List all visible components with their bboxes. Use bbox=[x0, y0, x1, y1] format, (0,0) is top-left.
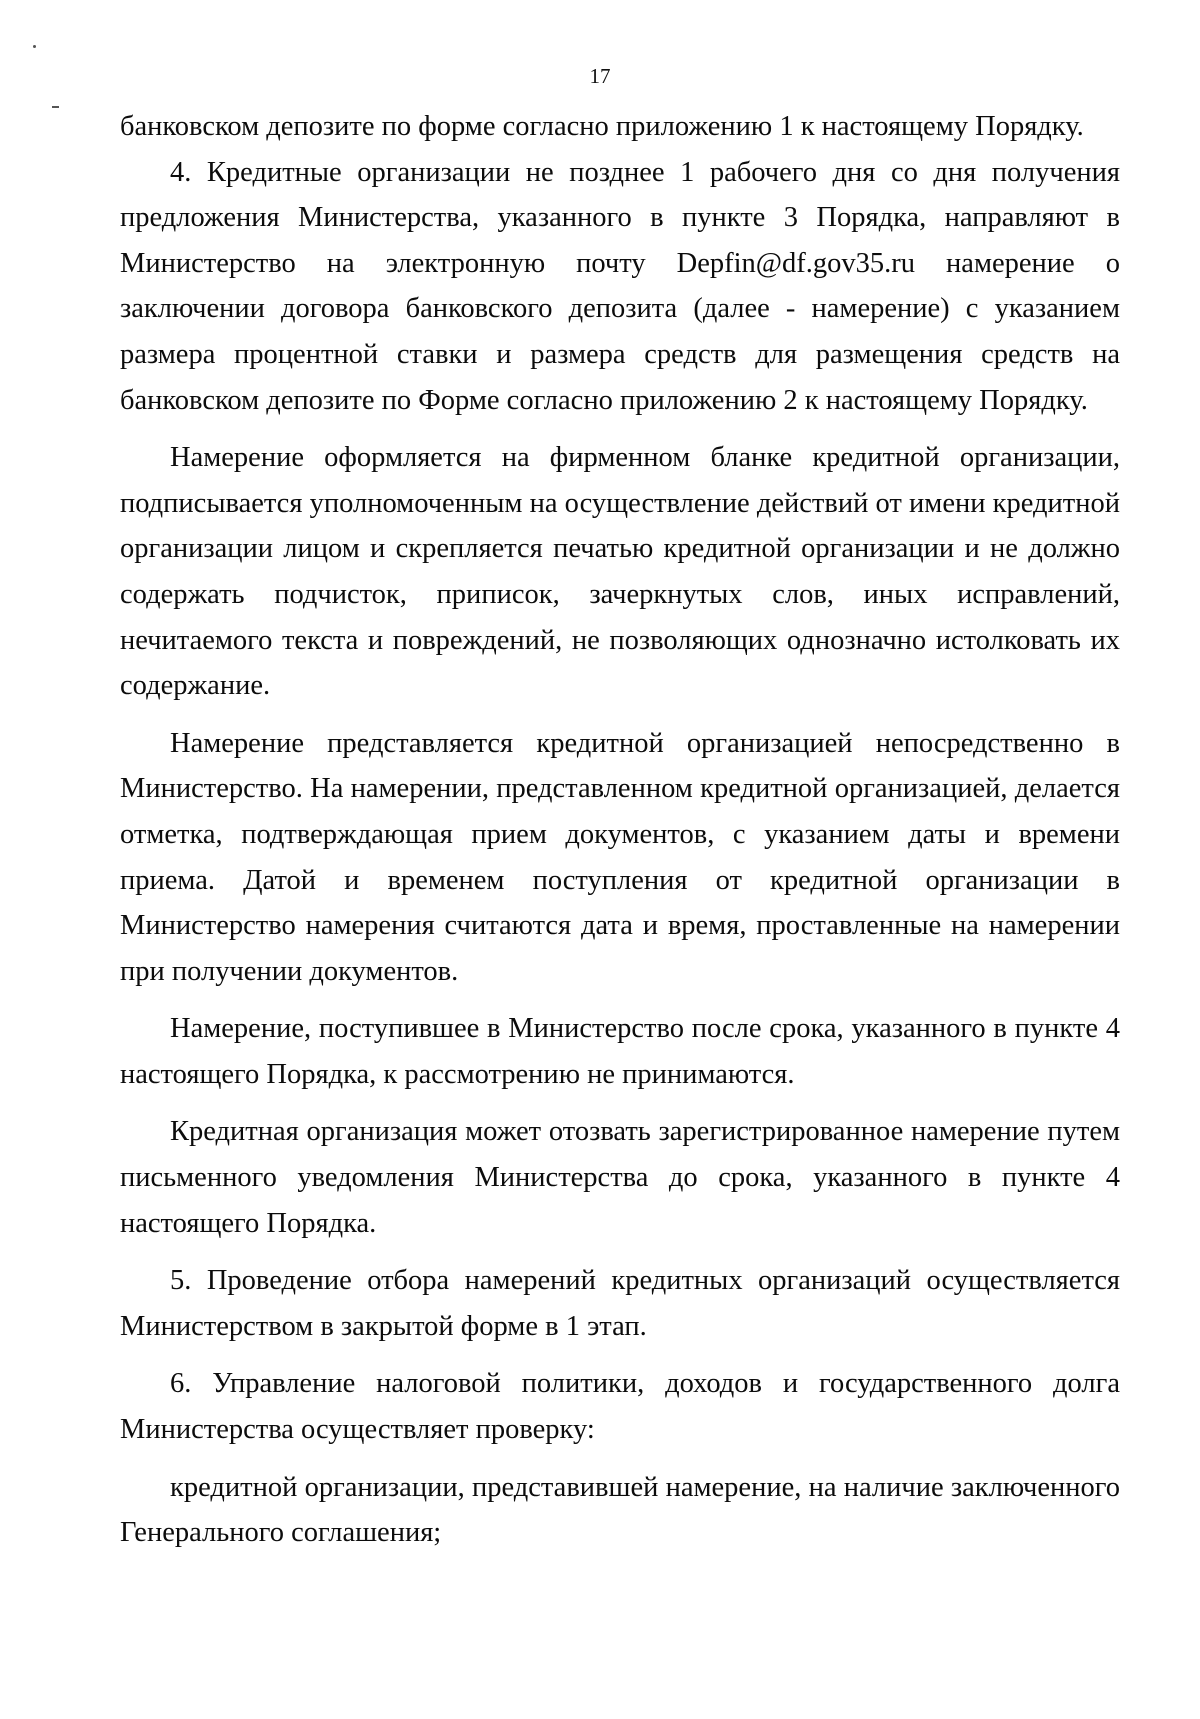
paragraph-item-4: 4. Кредитные организации не позднее 1 рабочего дня со дня получения предложения Министерства, указанного в пункте 3 Порядка, направляют в Министерство на электронную почту Depfin@df.gov35.ru намерение о заключении договора банковского депозита (далее - намерение) с указанием размера процентной ставки и размера средств для размещения средств на банковском депозите по Форме согласно приложению 2 к настоящему Порядку. bbox=[120, 156, 1120, 416]
paragraph-continuation: банковском депозите по форме согласно приложению 1 к настоящему Порядку. bbox=[120, 111, 1084, 142]
document-body bbox=[120, 104, 1120, 1556]
scan-artifact bbox=[52, 106, 59, 108]
scan-artifact bbox=[33, 45, 36, 48]
paragraph-item-6: 6. Управление налоговой политики, доходов и государственного долга Министерства осуществляет проверку: bbox=[120, 1368, 1120, 1446]
page-number: 17 bbox=[589, 64, 611, 88]
paragraph-intention-submission: Намерение представляется кредитной организацией непосредственно в Министерство. На намерении, представленном кредитной организацией, делается отметка, подтверждающая прием документов, с указанием даты и времени приема. Датой и временем поступления от кредитной организации в Министерство намерения считаются дата и время, проставленные на намерении при получении документов. bbox=[120, 727, 1120, 987]
paragraph-item-5: 5. Проведение отбора намерений кредитных организаций осуществляется Министерством в закрытой форме в 1 этап. bbox=[120, 1265, 1120, 1342]
paragraph-withdrawal: Кредитная организация может отозвать зарегистрированное намерение путем письменного уведомления Министерства до срока, указанного в пункте 4 настоящего Порядка. bbox=[120, 1116, 1120, 1239]
paragraph-check-agreement: кредитной организации, представившей намерение, на наличие заключенного Генерального соглашения; bbox=[120, 1471, 1120, 1549]
paragraph-intention-form: Намерение оформляется на фирменном бланке кредитной организации, подписывается уполномоченным на осуществление действий от имени кредитной организации лицом и скрепляется печатью кредитной организации и не должно содержать подчисток, приписок, зачеркнутых слов, иных исправлений, нечитаемого текста и повреждений, не позволяющих однозначно истолковать их содержание. bbox=[120, 442, 1120, 702]
paragraph-late-intention: Намерение, поступившее в Министерство после срока, указанного в пункте 4 настоящего Порядка, к рассмотрению не принимаются. bbox=[120, 1013, 1120, 1090]
